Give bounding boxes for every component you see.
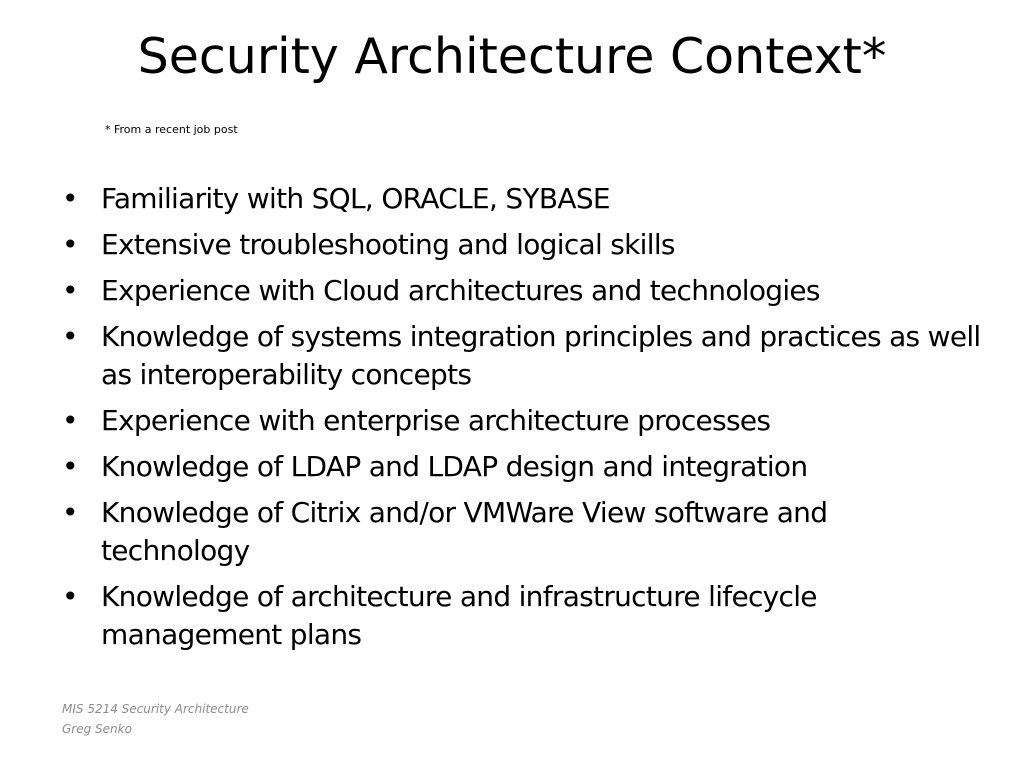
bullet-dot-icon: • (62, 404, 78, 437)
bullet-dot-icon: • (62, 450, 78, 483)
footer-course: MIS 5214 Security Architecture (62, 702, 249, 716)
bullet-text: Experience with enterprise architecture processes (101, 404, 771, 437)
bullet-item (62, 180, 982, 218)
bullet-dot-icon: • (62, 274, 78, 307)
bullet-text: Knowledge of architecture and infrastructure lifecycle management plans (101, 580, 817, 651)
bullet-item (62, 402, 982, 440)
bullet-text: Knowledge of LDAP and LDAP design and integration (101, 450, 808, 483)
bullet-dot-icon: • (62, 496, 78, 529)
bullet-text: Extensive troubleshooting and logical skills (101, 228, 675, 261)
bullet-dot-icon: • (62, 320, 78, 353)
bullet-text: Knowledge of systems integration principles and practices as well as interoperability concepts (101, 320, 981, 391)
bullet-item (62, 494, 982, 570)
bullet-dot-icon: • (62, 228, 78, 261)
bullet-item (62, 272, 982, 310)
bullet-item (62, 448, 982, 486)
bullet-text: Knowledge of Citrix and/or VMWare View software and technology (101, 496, 828, 567)
bullet-text: Familiarity with SQL, ORACLE, SYBASE (101, 182, 610, 215)
bullet-dot-icon: • (62, 182, 78, 215)
bullet-dot-icon: • (62, 580, 78, 613)
slide-footer (62, 699, 249, 739)
bullet-list (62, 180, 982, 662)
bullet-text: Experience with Cloud architectures and technologies (101, 274, 820, 307)
bullet-item (62, 578, 982, 654)
footer-author: Greg Senko (62, 722, 132, 736)
slide-title: Security Architecture Context* (137, 28, 887, 85)
title-footnote: * From a recent job post (105, 123, 238, 136)
bullet-item (62, 318, 982, 394)
bullet-item (62, 226, 982, 264)
